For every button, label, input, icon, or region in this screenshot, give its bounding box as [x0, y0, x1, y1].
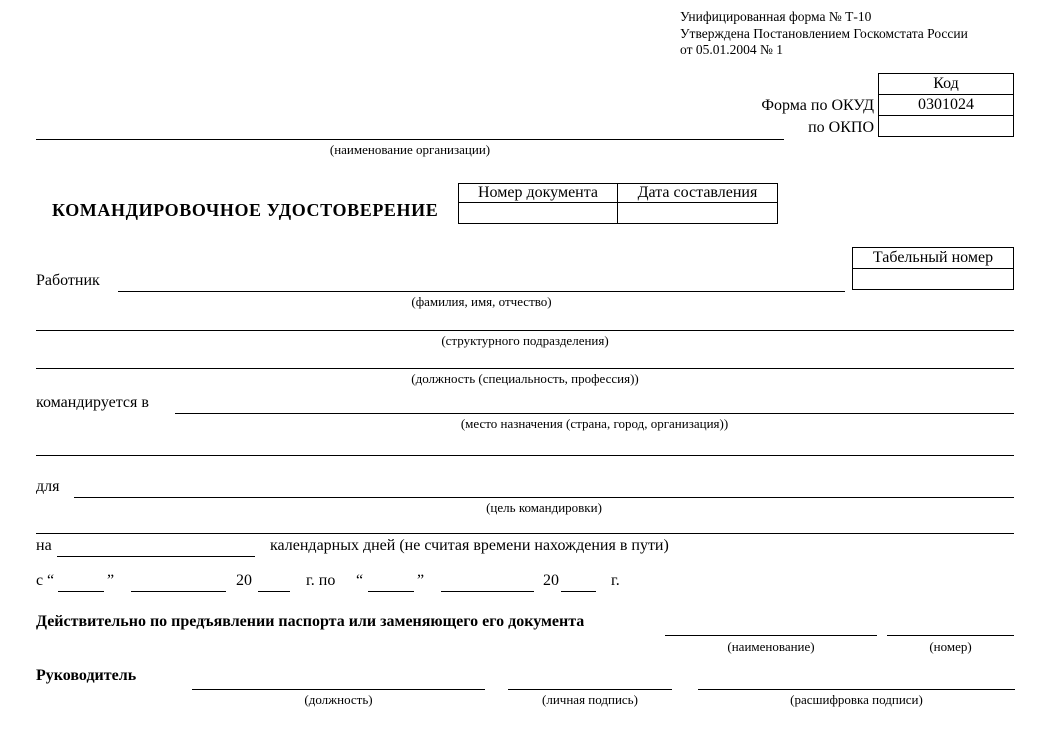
okpo-code-cell[interactable]	[879, 116, 1014, 137]
form-meta-line-1: Унифицированная форма № Т-10	[680, 9, 872, 24]
validity-doc-number-caption: (номер)	[929, 639, 972, 654]
validity-doc-name-caption: (наименование)	[727, 639, 815, 654]
employee-caption: (фамилия, имя, отчество)	[411, 294, 552, 309]
employee-label: Работник	[36, 272, 100, 289]
organization-caption: (наименование организации)	[329, 142, 491, 157]
period-from-year-prefix: 20	[236, 572, 252, 589]
period-from-year-line[interactable]	[258, 574, 290, 592]
validity-doc-name-line[interactable]	[665, 618, 877, 636]
okud-label: Форма по ОКУД	[761, 97, 874, 114]
validity-text: Действительно по предъявлении паспорта или заменяющего его документа	[36, 613, 585, 630]
period-mid-label: г. по	[306, 572, 336, 589]
department-caption: (структурного подразделения)	[441, 333, 609, 348]
purpose-caption: (цель командировки)	[486, 500, 602, 515]
doc-date-value-cell[interactable]	[618, 203, 778, 224]
period-quote-open-1: “	[47, 572, 55, 589]
period-to-year-line[interactable]	[561, 574, 596, 592]
signature-position-line[interactable]	[192, 672, 485, 690]
position-caption: (должность (специальность, профессия))	[411, 371, 639, 386]
period-quote-close-1: ”	[107, 572, 115, 589]
purpose-label: для	[36, 478, 60, 495]
organization-name-line[interactable]	[36, 120, 784, 140]
period-to-day-line[interactable]	[368, 574, 414, 592]
doc-number-value-cell[interactable]	[459, 203, 618, 224]
doc-date-header-cell: Дата составления	[618, 184, 778, 203]
period-from-month-line[interactable]	[131, 574, 226, 592]
department-line[interactable]	[36, 311, 1014, 331]
duration-text: календарных дней (не считая времени нахождения в пути)	[270, 537, 669, 554]
signature-name-line[interactable]	[698, 672, 1015, 690]
personnel-number-value-cell[interactable]	[853, 269, 1014, 290]
employee-name-line[interactable]	[118, 272, 845, 292]
duration-label: на	[36, 537, 52, 554]
personnel-number-header-cell: Табельный номер	[853, 248, 1014, 269]
okud-code-cell: 0301024	[879, 95, 1014, 116]
position-line[interactable]	[36, 349, 1014, 369]
personnel-number-table	[852, 247, 1014, 290]
doc-number-date-table	[458, 183, 778, 224]
destination-label: командируется в	[36, 394, 149, 411]
validity-doc-number-line[interactable]	[887, 618, 1014, 636]
form-meta-block	[680, 9, 968, 59]
doc-number-header-cell: Номер документа	[459, 184, 618, 203]
period-quote-open-2: “	[356, 572, 364, 589]
signature-label: Руководитель	[36, 667, 137, 684]
destination-caption: (место назначения (страна, город, организация))	[460, 416, 729, 431]
period-to-month-line[interactable]	[441, 574, 534, 592]
duration-days-line[interactable]	[57, 539, 255, 557]
period-quote-close-2: ”	[417, 572, 425, 589]
document-title: КОМАНДИРОВОЧНОЕ УДОСТОВЕРЕНИЕ	[52, 200, 439, 220]
destination-line-2[interactable]	[36, 436, 1014, 456]
purpose-line-2[interactable]	[36, 514, 1014, 534]
signature-sign-line[interactable]	[508, 672, 672, 690]
purpose-line[interactable]	[74, 478, 1014, 498]
okpo-label: по ОКПО	[808, 119, 874, 136]
signature-sign-caption: (личная подпись)	[542, 692, 638, 707]
period-end-label: г.	[611, 572, 620, 589]
signature-name-caption: (расшифровка подписи)	[790, 692, 923, 707]
signature-position-caption: (должность)	[304, 692, 373, 707]
period-from-label: с	[36, 572, 44, 589]
form-meta-line-3: от 05.01.2004 № 1	[680, 42, 783, 57]
destination-line[interactable]	[175, 394, 1014, 414]
code-table	[878, 73, 1014, 137]
period-from-day-line[interactable]	[58, 574, 104, 592]
form-meta-line-2: Утверждена Постановлением Госкомстата России	[680, 25, 968, 41]
period-to-year-prefix: 20	[543, 572, 559, 589]
code-table-header-cell: Код	[879, 74, 1014, 95]
